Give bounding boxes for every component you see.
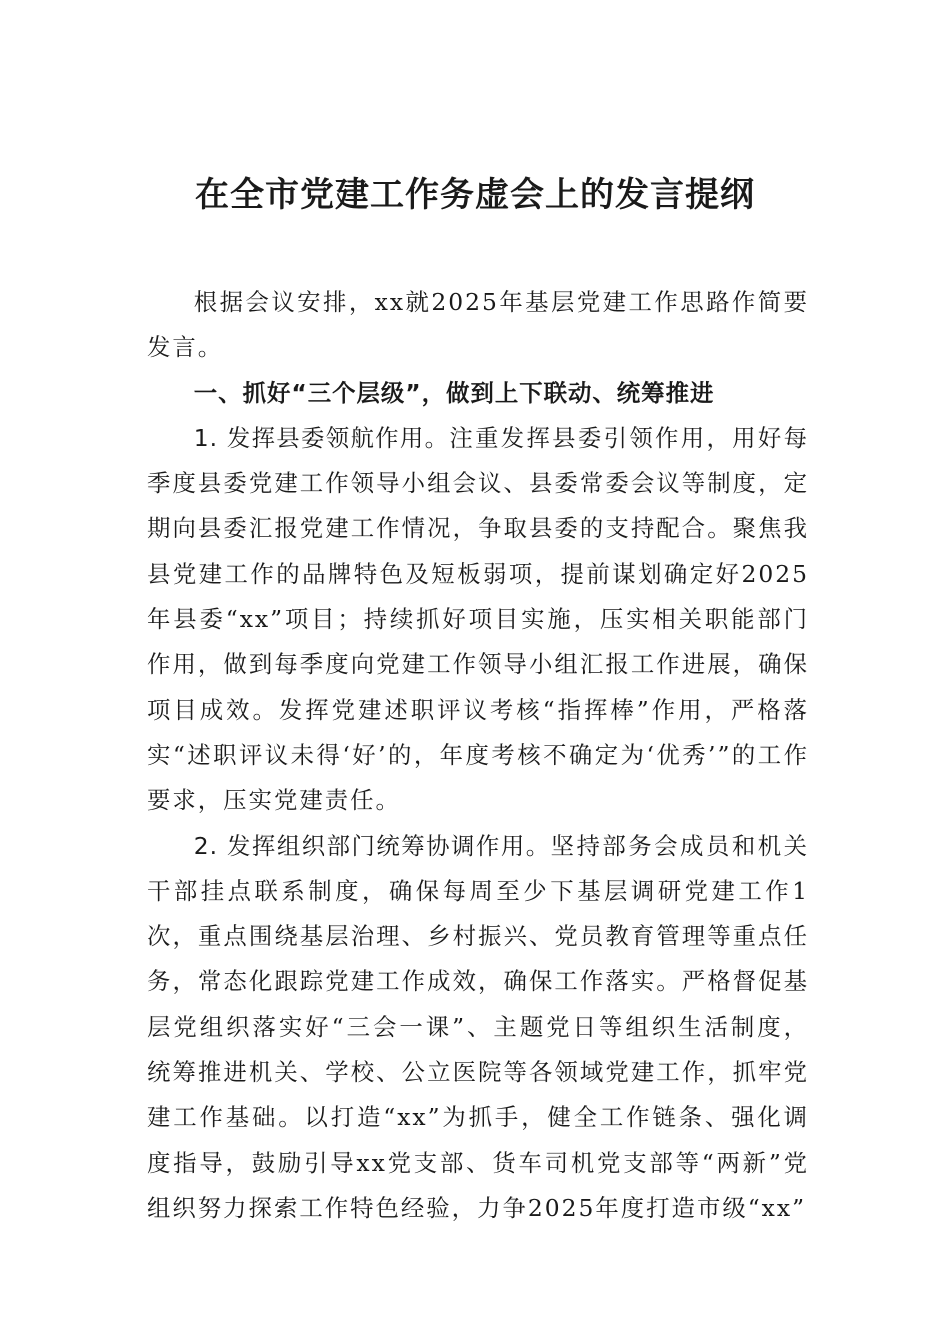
document-body xyxy=(147,280,809,1231)
intro-paragraph: 根据会议安排，xx就2025年基层党建工作思路作简要发言。 xyxy=(147,288,809,362)
item-2-paragraph xyxy=(147,824,809,1232)
document-title: 在全市党建工作务虚会上的发言提纲 xyxy=(195,175,755,215)
item-1-text: 注重发挥县委引领作用，用好每季度县委党建工作领导小组会议、县委常委会议等制度，定期向县委汇报党建工作情况，争取县委的支持配合。聚焦我县党建工作的品牌特色及短板弱项，提前谋划确定好2025年县委“xx”项目；持续抓好项目实施，压实相关职能部门作用，做到每季度向党建工作领导小组汇报工作进展，确保项目成效。发挥党建述职评议考核“指挥棒”作用，严格落实“述职评议未得‘好’的，年度考核不确定为‘优秀’”的工作要求，压实党建责任。 xyxy=(147,423,809,815)
item-2-lead: 2. 发挥组织部门统筹协调作用。 xyxy=(193,831,551,860)
item-2-text: 坚持部务会成员和机关干部挂点联系制度，确保每周至少下基层调研党建工作1次，重点围绕基层治理、乡村振兴、党员教育管理等重点任务，常态化跟踪党建工作成效，确保工作落实。严格督促基层党组织落实好“三会一课”、主题党日等组织生活制度，统筹推进机关、学校、公立医院等各领域党建工作，抓牢党建工作基础。以打造“xx”为抓手，健全工作链条、强化调度指导，鼓励引导xx党支部、货车司机党支部等“两新”党组织努力探索工作特色经验，力争2025年度打造市级“xx” xyxy=(147,831,809,1222)
item-1-lead: 1. 发挥县委领航作用。 xyxy=(193,423,450,452)
section-heading: 一、抓好“三个层级”，做到上下联动、统筹推进 xyxy=(193,378,715,407)
item-1-paragraph xyxy=(147,416,809,824)
